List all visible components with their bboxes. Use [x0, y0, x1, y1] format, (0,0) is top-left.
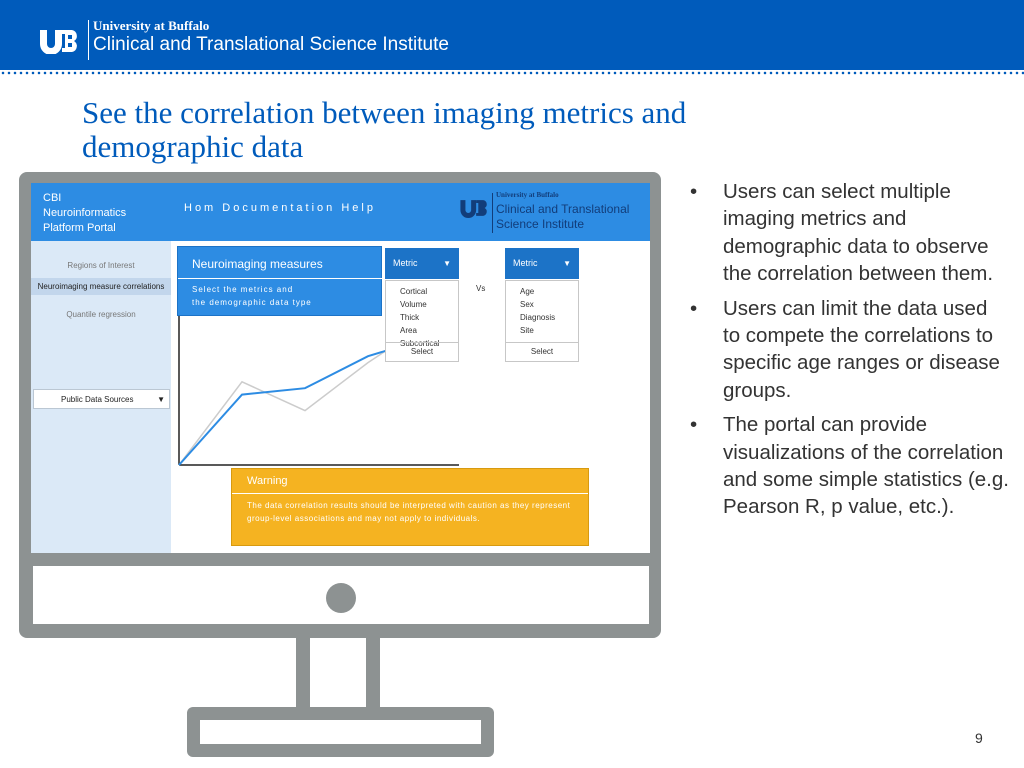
- select-button-label: Metric: [393, 258, 418, 268]
- portal-title-line: Platform Portal: [43, 222, 116, 234]
- metric-select-right-list[interactable]: [505, 280, 579, 362]
- portal-title-line: Neuroinformatics: [43, 207, 127, 219]
- neuroimaging-heading: Neuroimaging measures: [192, 257, 323, 271]
- list-item[interactable]: Diagnosis: [520, 313, 556, 322]
- bullet-list: [690, 178, 1010, 528]
- neuroimaging-body-line: Select the metrics and: [192, 285, 294, 294]
- university-name: University at Buffalo: [93, 18, 210, 33]
- list-item[interactable]: Age: [520, 287, 535, 296]
- metric-select-left-list[interactable]: [385, 280, 459, 362]
- page-number: 9: [975, 730, 983, 746]
- select-right-confirm-button[interactable]: Select: [506, 342, 578, 361]
- sidebar-item-quantile-regression[interactable]: Quantile regression: [66, 310, 136, 319]
- bullet-text: The portal can provide visualizations of the correlation and some simple statistics (e.g. Pearson R, p value, etc.).: [723, 413, 1009, 519]
- header-divider: [88, 20, 89, 60]
- portal-logo-university: University at Buffalo: [496, 191, 559, 199]
- bullet-text: Users can limit the data used to compete the correlations to specific age ranges or disease groups.: [723, 296, 1000, 402]
- slide-title-line1: See the correlation between imaging metrics and: [82, 95, 687, 130]
- portal-header: [31, 183, 650, 241]
- panel-divider: [232, 493, 588, 494]
- ub-logo-icon: [38, 28, 80, 54]
- list-item[interactable]: Volume: [400, 300, 427, 309]
- public-data-sources-dropdown[interactable]: [33, 389, 170, 409]
- metric-select-left-button[interactable]: [385, 248, 459, 279]
- neuroimaging-measures-panel: [177, 246, 382, 316]
- warning-body: The data correlation results should be interpreted with caution as they represent group-level associations and may not apply to individuals.: [247, 501, 571, 523]
- list-item[interactable]: Site: [520, 326, 534, 335]
- institute-name: Clinical and Translational Science Institute: [93, 34, 449, 55]
- panel-divider: [178, 278, 383, 279]
- monitor-base-inner: [200, 720, 481, 744]
- portal-sidebar: [31, 241, 171, 553]
- vs-label: Vs: [476, 284, 486, 293]
- list-item[interactable]: Thick: [400, 313, 420, 322]
- portal-ub-logo-icon: [459, 197, 489, 219]
- metric-select-right-button[interactable]: [505, 248, 579, 279]
- portal-logo-divider: [492, 193, 493, 233]
- monitor-neck-inner: [310, 638, 366, 710]
- select-left-confirm-button[interactable]: Select: [386, 342, 458, 361]
- bullet-item: [690, 411, 1010, 521]
- slide-title: [82, 96, 882, 164]
- list-item[interactable]: Area: [400, 326, 417, 335]
- list-item[interactable]: Sex: [520, 300, 534, 309]
- power-button-icon: [326, 583, 356, 613]
- bullet-item: [690, 178, 1010, 288]
- bullet-dot-icon: •: [690, 413, 698, 437]
- bullet-text: Users can select multiple imaging metrics and demographic data to observe the correlation between them.: [723, 180, 994, 286]
- caret-down-icon: ▼: [563, 259, 571, 268]
- sidebar-item-regions-of-interest[interactable]: Regions of Interest: [67, 261, 135, 270]
- list-item[interactable]: Cortical: [400, 287, 428, 296]
- portal-title: [43, 191, 126, 236]
- neuroimaging-body: [192, 283, 312, 309]
- warning-panel: [231, 468, 589, 546]
- neuroimaging-body-line: the demographic data type: [192, 298, 312, 307]
- portal-title-line: CBI: [43, 192, 62, 204]
- portal-nav[interactable]: Hom Documentation Help: [184, 202, 376, 214]
- list-item[interactable]: Subcortical: [400, 339, 440, 348]
- bullet-dot-icon: •: [690, 296, 698, 320]
- bullet-item: [690, 295, 1010, 405]
- dropdown-label: Public Data Sources: [61, 395, 134, 404]
- caret-down-icon: ▼: [157, 395, 165, 404]
- select-button-label: Metric: [513, 258, 538, 268]
- warning-heading: Warning: [247, 475, 288, 487]
- portal-logo-institute: Clinical and Translational Science Institute: [496, 202, 630, 231]
- header-dotted-rule: [0, 70, 1024, 76]
- slide-title-line2: demographic data: [82, 129, 304, 164]
- sidebar-item-correlations[interactable]: Neuroimaging measure correlations: [31, 278, 171, 295]
- bullet-dot-icon: •: [690, 180, 698, 203]
- monitor-screen: [31, 183, 650, 553]
- caret-down-icon: ▼: [443, 259, 451, 268]
